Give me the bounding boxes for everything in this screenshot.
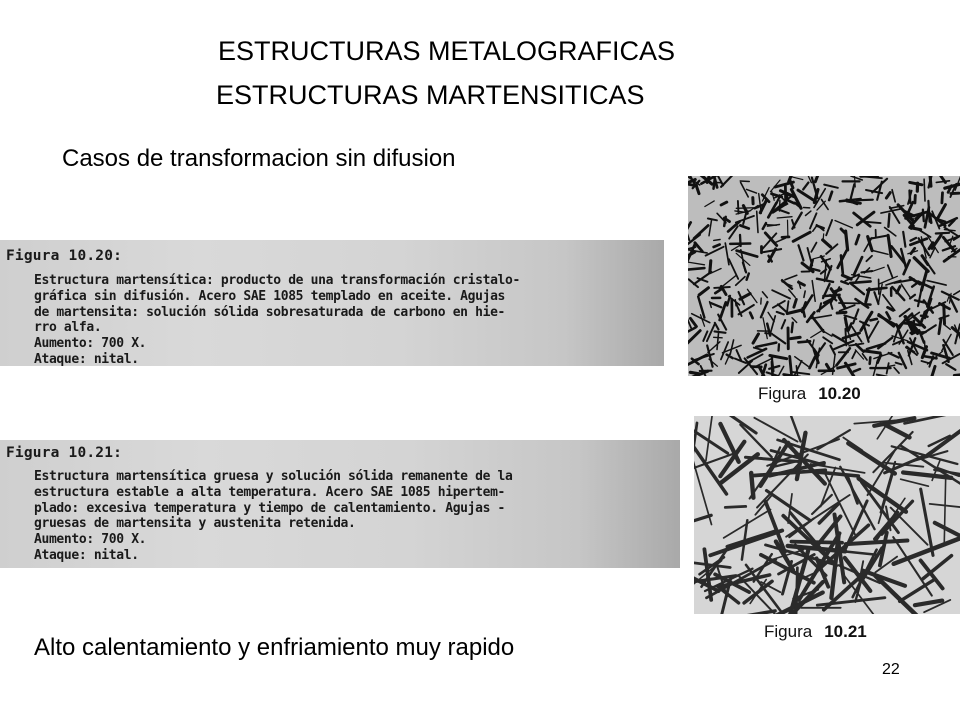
martensite-needle [765, 333, 772, 334]
figure-10-21-text-scan [0, 440, 680, 568]
martensite-needle [714, 337, 723, 338]
figure-10-20-text-scan [0, 240, 664, 366]
martensite-needle [864, 351, 880, 353]
martensite-needle [798, 341, 810, 342]
micrograph-10-20 [688, 176, 960, 410]
martensite-needle [740, 181, 749, 182]
micrograph-10-21-caption [764, 622, 867, 642]
martensite-needle [714, 180, 715, 189]
martensite-needle [910, 191, 911, 203]
martensite-needle [767, 225, 777, 226]
micrograph-10-20-image [688, 176, 960, 376]
martensite-needle [738, 201, 739, 214]
page-number: 22 [882, 661, 900, 678]
martensite-needle [921, 316, 928, 317]
caption-word: Figura [764, 622, 813, 641]
martensite-needle [715, 331, 726, 332]
martensite-needle [888, 214, 889, 227]
martensite-needle [790, 356, 792, 373]
martensite-needle [851, 281, 870, 283]
martensite-needle [714, 240, 720, 241]
martensite-needle [954, 375, 960, 376]
martensite-needle [837, 312, 846, 313]
martensite-needle [870, 357, 871, 363]
caption-number: 10.21 [824, 622, 867, 641]
martensite-needle [930, 176, 931, 186]
martensite-needle [710, 261, 711, 273]
martensite-needle [690, 372, 699, 374]
bottom-caption: Alto calentamiento y enfriamiento muy rapido [34, 634, 515, 661]
micrograph-10-21-image [694, 416, 960, 614]
martensite-needle [791, 337, 800, 338]
figure-10-20-description: Estructura martensítica: producto de una transformación cristalo- gráfica sin difusión. Acero SAE 1085 templado en aceite. Agujas de martensita: solución sólida sobresaturada de carbono en hie- rro alfa. Aumento: 700 X. Ataque: nital. [34, 273, 520, 366]
micrograph-10-21 [694, 416, 960, 644]
figure-10-21-heading: Figura 10.21: [6, 445, 123, 461]
micrograph-10-20-caption [758, 384, 861, 404]
martensite-needle [779, 344, 780, 350]
caption-number: 10.20 [818, 384, 861, 403]
caption-word: Figura [758, 384, 807, 403]
martensite-needle [714, 287, 730, 288]
martensite-needle [936, 233, 949, 234]
martensite-needle [930, 214, 932, 223]
martensite-needle [944, 305, 945, 324]
figure-10-21-description: Estructura martensítica gruesa y solución sólida remanente de la estructura estable a alta temperatura. Acero SAE 1085 hipertem- plado: excesiva temperatura y tiempo de calentamiento. Agujas - gruesas de martensita y austenita retenida. Aumento: 700 X. Ataque: nital. [34, 469, 513, 563]
martensite-needle [942, 193, 943, 203]
figure-10-20-heading: Figura 10.20: [6, 248, 123, 264]
title-line-2: ESTRUCTURAS MARTENSITICAS [216, 80, 645, 110]
martensite-needle [871, 319, 877, 320]
title-line-1: ESTRUCTURAS METALOGRAFICAS [218, 36, 676, 66]
martensite-needle [923, 210, 924, 222]
martensite-needle [736, 208, 758, 209]
martensite-needle [792, 323, 793, 333]
martensite-needle [924, 179, 925, 201]
martensite-needle [857, 200, 873, 201]
martensite-needle [910, 228, 920, 230]
martensite-needle [725, 506, 745, 507]
subtitle: Casos de transformacion sin difusion [62, 145, 456, 172]
